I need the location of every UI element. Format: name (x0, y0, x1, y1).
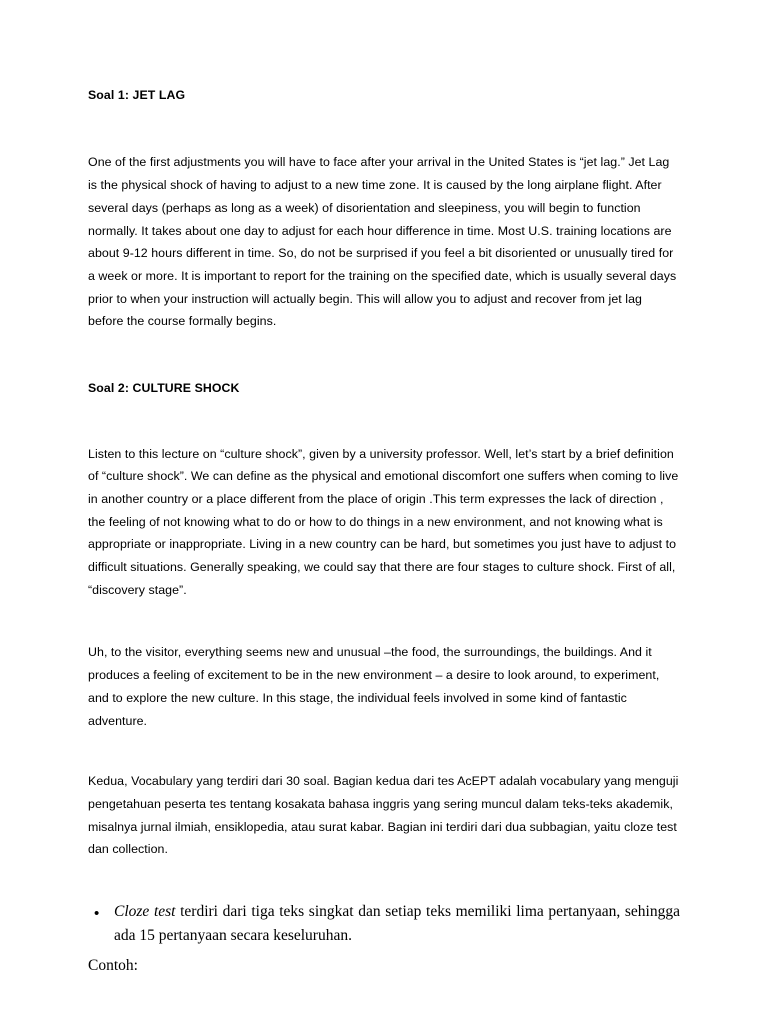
paragraph-vocabulary: Kedua, Vocabulary yang terdiri dari 30 soal. Bagian kedua dari tes AcEPT adalah vocabulary yang menguji pengetahuan peserta tes tentang kosakata bahasa inggris yang sering muncul dalam teks-teks akademik, misalnya jurnal ilmiah, ensiklopedia, atau surat kabar. Bagian ini terdiri dari dua subbagian, yaitu cloze test dan collection. (88, 774, 679, 857)
spacer (88, 601, 680, 641)
paragraph-jet-lag: One of the first adjustments you will have to face after your arrival in the United States is “jet lag.” Jet Lag is the physical shock of having to adjust to a new time zone. It is caused by the long airplane flight. After several days (perhaps as long as a week) of disorientation and sleepiness, you will begin to function normally. It takes about one day to adjust for each hour difference in time. Most U.S. training locations are about 9-12 hours different in time. So, do not be surprised if you feel a bit disoriented or unusually tired for a week or more. It is important to report for the training on the specified date, which is usually several days prior to when your instruction will actually begin. This will allow you to adjust and recover from jet lag before the course formally begins. (88, 155, 677, 329)
spacer (88, 333, 680, 379)
spacer (88, 398, 680, 443)
paragraph-discovery-stage: Uh, to the visitor, everything seems new and unusual –the food, the surroundings, the buildings. And it produces a feeling of excitement to be in the new environment – a desire to look around, to experiment, and to explore the new culture. In this stage, the individual feels involved in some kind of fantastic adventure. (88, 645, 660, 728)
bullet-italic-lead: Cloze test (114, 903, 176, 921)
bullet-marker: • (94, 905, 100, 923)
document-body (88, 86, 680, 978)
section-heading-soal-1: Soal 1: JET LAG (88, 88, 186, 102)
contoh-label: Contoh: (88, 957, 138, 975)
list-item (88, 900, 680, 948)
section-heading-soal-2: Soal 2: CULTURE SHOCK (88, 381, 240, 396)
spacer (88, 732, 680, 770)
bullet-text (114, 900, 680, 948)
paragraph-culture-shock-definition: Listen to this lecture on “culture shock”, given by a university professor. Well, let’s start by a brief definition of “culture shock”. We can define as the physical and emotional discomfort one suffers when coming to live in another country or a place different from the place of origin .This term expresses the lack of direction , the feeling of not knowing what to do or how to do things in a new environment, and not knowing what is appropriate or inappropriate. Living in a new country can be hard, but sometimes you just have to adjust to difficult situations. Generally speaking, we could say that there are four stages to culture shock. First of all, “discovery stage”. (88, 446, 679, 597)
spacer (88, 861, 680, 900)
bullet-rest: terdiri dari tiga teks singkat dan setiap teks memiliki lima pertanyaan, sehingga ada 15 pertanyaan secara keseluruhan. (114, 903, 680, 945)
spacer (88, 104, 680, 151)
